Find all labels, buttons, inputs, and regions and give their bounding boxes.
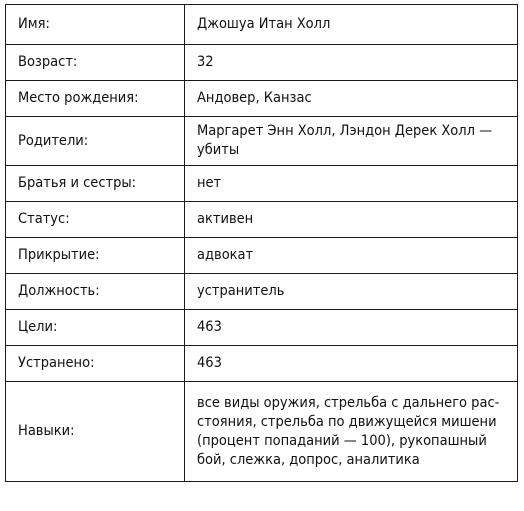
row-age — [6, 45, 518, 81]
siblings-value: нет — [185, 166, 518, 202]
skills-label: Навыки: — [6, 382, 185, 482]
name-label: Имя: — [6, 5, 185, 45]
row-eliminated — [6, 346, 518, 382]
row-cover — [6, 238, 518, 274]
position-value: устранитель — [185, 274, 518, 310]
age-label: Возраст: — [6, 45, 185, 81]
position-label: Должность: — [6, 274, 185, 310]
row-skills — [6, 382, 518, 482]
parents-label: Родители: — [6, 117, 185, 166]
dossier-table — [5, 4, 518, 482]
age-value: 32 — [185, 45, 518, 81]
targets-value: 463 — [185, 310, 518, 346]
status-value: активен — [185, 202, 518, 238]
cover-value: адвокат — [185, 238, 518, 274]
status-label: Статус: — [6, 202, 185, 238]
skills-value: все виды оружия, стрельба с дальнего расстояния, стрельба по движущейся мишени (процент попаданий — 100), рукопашный бой, слежка, допрос, аналитика — [185, 382, 518, 482]
cover-label: Прикрытие: — [6, 238, 185, 274]
row-status — [6, 202, 518, 238]
name-value: Джошуа Итан Холл — [185, 5, 518, 45]
row-position — [6, 274, 518, 310]
row-parents — [6, 117, 518, 166]
birthplace-value: Андовер, Канзас — [185, 81, 518, 117]
siblings-label: Братья и сестры: — [6, 166, 185, 202]
row-siblings — [6, 166, 518, 202]
eliminated-label: Устранено: — [6, 346, 185, 382]
targets-label: Цели: — [6, 310, 185, 346]
row-targets — [6, 310, 518, 346]
parents-value: Маргарет Энн Холл, Лэндон Дерек Холл — убиты — [185, 117, 518, 166]
row-birthplace — [6, 81, 518, 117]
eliminated-value: 463 — [185, 346, 518, 382]
row-name — [6, 5, 518, 45]
birthplace-label: Место рождения: — [6, 81, 185, 117]
